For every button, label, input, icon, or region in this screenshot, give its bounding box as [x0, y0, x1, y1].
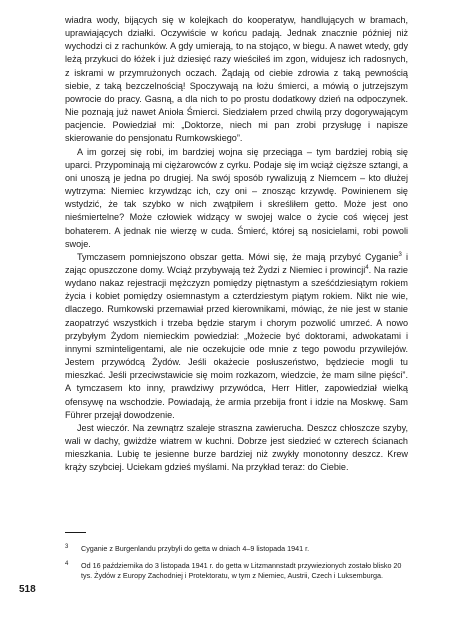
- paragraph-1: wiadra wody, bijących się w kolejkach do kooperatyw, handlujących w bramach, uprawiających działki. Oczywiście w końcu padają. Jednak znacznie później niż wychodzi ci z rachunków. A gdy umierają, to na stojąco, w biegu. A nawet wtedy, gdy leżą przykuci do łóżek i już dziesięć razy wieściłeś im zgon, widujesz ich radosnych, z iskrami w przymrużonych oczach. Żądają od ciebie zdrowia z taką pewnością siebie, z taką bezczelnością! Spoczywają na łożu śmierci, a mówią o jutrzejszym powrocie do pracy. Gasną, a dla nich to po prostu dodatkowy dzień na odpoczynek. Nie poznają już nawet Anioła Śmierci. Siedziałem przed chwilą przy dogorywającym pacjencie. Powiedział mi: „Doktorze, niech mi pan zrobi przysługę i napisze skierowanie do pensjonatu Rumkowskiego”.: [65, 15, 408, 144]
- paragraph-3-part-3: . Na razie wydano nakaz rejestracji mężczyzn pomiędzy piętnastym a sześćdziesiątym rokiem życia i kobiet pomiędzy osiemnastym a czterdziestym piątym rokiem. Nikt nie wie, dlaczego. Rumkowski przemawiał przed kierownikami, mówiąc, że nie jest w stanie zaopatrzyć wszystkich i trzeba będzie starym i chorym pozwolić umrzeć. A nowo przybyłym Żydom niemieckim powiedział: „Możecie być doktorami, adwokatami i innymi szminteligentami, ale nie oczekujcie ode mnie z tego powodu przywilejów. Jestem przywódcą Żydów. Jeśli okażecie posłuszeństwo, będziecie mogli tu mieszkać. Jeśli przeciwstawicie się moim rozkazom, wiedzcie, że mam silne pięści”. A tymczasem kto inny, prawdziwy przywódca, Herr Hitler, zapowiedział wielką ofensywę na wschodzie. Powiadają, że armia przebija front i idzie na Moskwę. Sam Führer przejął dowodzenie.: [65, 264, 408, 420]
- footnote: [65, 544, 408, 555]
- main-text: [65, 14, 408, 474]
- footnote-number: 4: [65, 560, 69, 567]
- footnote-text: Od 16 października do 3 listopada 1941 r. do getta w Litzmannstadt przywiezionych zostało blisko 20 tys. Żydów z Europy Zachodniej i Protektoratu, w tym z Niemiec, Austrii, Czech i Luksemburga.: [81, 560, 402, 580]
- footnote: [65, 561, 408, 582]
- paragraph-2: A im gorzej się robi, im bardziej wojna się przeciąga – tym bardziej robią się uparci. Przypominają mi ciężarowców z cyrku. Podaje się im wciąż cięższe sztangi, a oni unoszą je jedna po drugiej. Na swój sposób rywalizują z Niemcem – kto dłużej wytrzyma: Niemiec krzywdząc ich, czy oni – znosząc krzywdę. Powinienem się wstydzić, że tak szybko w nich zwątpiłem i skreśliłem getto. Może jest ono nieśmiertelne? Może człowiek widzący w swojej walce o życie coś więcej jest bohaterem. A jednak nie wierzę w cuda. Śmierć, której są nosicielami, robi powoli swoje.: [65, 146, 408, 249]
- footnote-text: Cyganie z Burgenlandu przybyli do getta w dniach 4–9 listopada 1941 r.: [81, 544, 310, 553]
- paragraph-4: Jest wieczór. Na zewnątrz szaleje straszna zawierucha. Deszcz chłoszcze szyby, wali w dachy, gwiżdże wiatrem w kuchni. Dobrze jest siedzieć w czterech ścianach mieszkania. Lubię te jesienne burze bardziej niż zwykły monotonny deszcz. Krew krąży szybciej. Uciekam gdzieś myślami. Na przykład teraz: do Ciebie.: [65, 422, 408, 473]
- paragraph-3-part-1: Tymczasem pomniejszono obszar getta. Mówi się, że mają przybyć Cyganie: [77, 251, 399, 262]
- page-number: 518: [19, 584, 36, 595]
- footnotes: [65, 544, 408, 588]
- paragraph-3-part-2: i zając opuszczone domy. Wciąż przybywają też Żydzi z Niemiec i prowincji: [65, 251, 408, 275]
- footnote-separator: [65, 532, 86, 533]
- footnote-number: 3: [65, 544, 69, 550]
- paragraph-3: [65, 251, 408, 422]
- footnote-ref-4[interactable]: 4: [365, 264, 369, 271]
- footnote-ref-3[interactable]: 3: [398, 251, 402, 258]
